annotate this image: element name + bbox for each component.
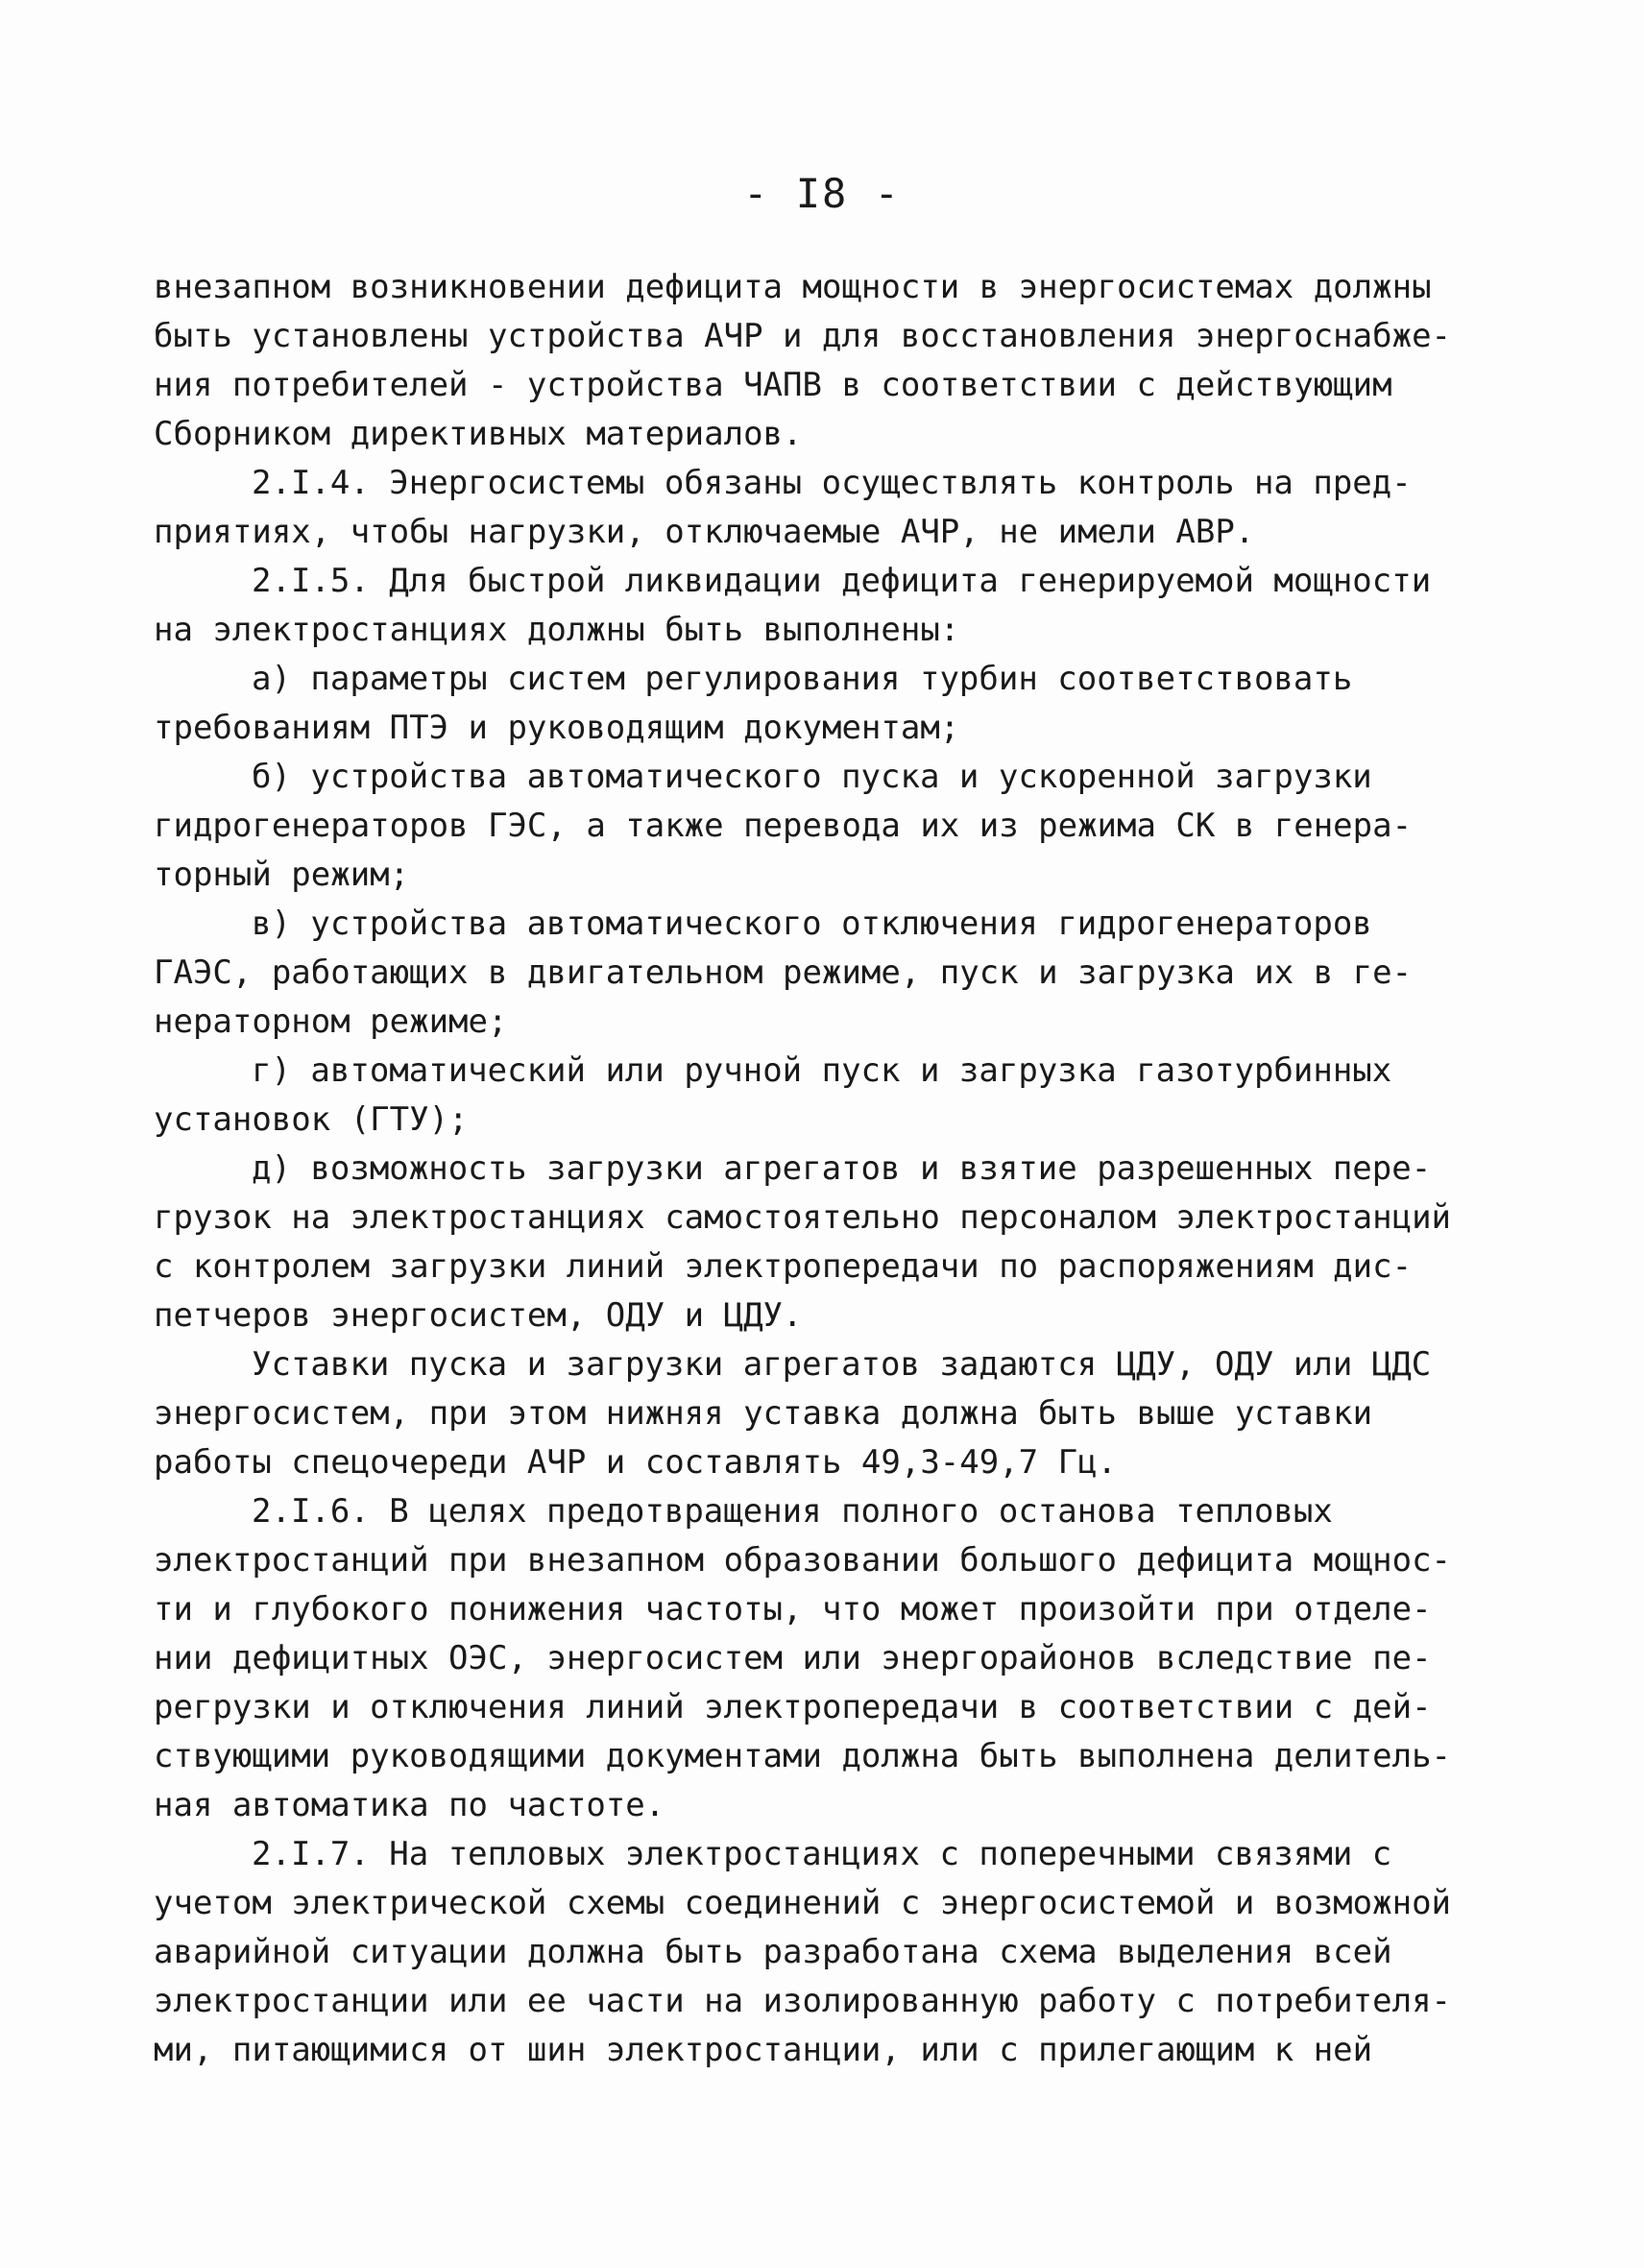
body-text xyxy=(154,263,1517,2075)
text-line: с контролем загрузки линий электропередачи по распоряжениям дис- xyxy=(154,1247,1413,1286)
text-line: грузок на электростанциях самостоятельно персоналом электростанций xyxy=(154,1198,1452,1237)
text-line: 2.I.7. На тепловых электростанциях с поперечными связями с xyxy=(252,1835,1392,1873)
text-line: внезапном возникновении дефицита мощности в энергосистемах должны xyxy=(154,268,1432,306)
text-line: ми, питающимися от шин электростанции, или с прилегающим к ней xyxy=(154,2031,1373,2069)
text-line: быть установлены устройства АЧР и для восстановления энергоснабже- xyxy=(154,317,1452,355)
text-line: учетом электрической схемы соединений с энергосистемой и возможной xyxy=(154,1884,1452,1922)
text-line: требованиям ПТЭ и руководящим документам; xyxy=(154,709,960,747)
text-line: ГАЭС, работающих в двигательном режиме, пуск и загрузка их в ге- xyxy=(154,953,1413,992)
text-line: 2.I.5. Для быстрой ликвидации дефицита генерируемой мощности xyxy=(252,562,1432,600)
text-line: ти и глубокого понижения частоты, что может произойти при отделе- xyxy=(154,1590,1432,1629)
text-line: Уставки пуска и загрузки агрегатов задаются ЦДУ, ОДУ или ЦДС xyxy=(252,1345,1432,1384)
text-line: г) автоматический или ручной пуск и загрузка газотурбинных xyxy=(252,1051,1392,1090)
text-line: электростанции или ее части на изолированную работу с потребителя- xyxy=(154,1982,1452,2020)
text-line: 2.I.6. В целях предотвращения полного останова тепловых xyxy=(252,1492,1333,1531)
text-line: ная автоматика по частоте. xyxy=(154,1786,665,1824)
text-line: торный режим; xyxy=(154,856,410,894)
text-line: приятиях, чтобы нагрузки, отключаемые АЧР, не имели АВР. xyxy=(154,513,1255,551)
text-line: нии дефицитных ОЭС, энергосистем или энергорайонов вследствие пе- xyxy=(154,1639,1432,1677)
text-line: на электростанциях должны быть выполнены: xyxy=(154,611,960,649)
text-line: нераторном режиме; xyxy=(154,1002,508,1041)
text-line: работы спецочереди АЧР и составлять 49,3-49,7 Гц. xyxy=(154,1443,1118,1482)
text-line: в) устройства автоматического отключения гидрогенераторов xyxy=(252,905,1372,943)
page-number: - I8 - xyxy=(743,170,901,217)
text-line: гидрогенераторов ГЭС, а также перевода их из режима СК в генера- xyxy=(154,807,1413,845)
text-line: ствующими руководящими документами должна быть выполнена делитель- xyxy=(154,1737,1452,1775)
text-line: а) параметры систем регулирования турбин соответствовать xyxy=(252,660,1353,698)
text-line: энергосистем, при этом нижняя уставка должна быть выше уставки xyxy=(154,1394,1373,1433)
text-line: д) возможность загрузки агрегатов и взятие разрешенных пере- xyxy=(252,1149,1432,1188)
text-line: регрузки и отключения линий электропередачи в соответствии с дей- xyxy=(154,1688,1432,1726)
text-line: аварийной ситуации должна быть разработана схема выделения всей xyxy=(154,1933,1392,1971)
text-line: 2.I.4. Энергосистемы обязаны осуществлять контроль на пред- xyxy=(252,464,1412,502)
text-line: электростанций при внезапном образовании большого дефицита мощнос- xyxy=(154,1541,1452,1580)
text-line: б) устройства автоматического пуска и ускоренной загрузки xyxy=(252,758,1372,796)
text-line: петчеров энергосистем, ОДУ и ЦДУ. xyxy=(154,1296,803,1335)
text-line: ния потребителей - устройства ЧАПВ в соответствии с действующим xyxy=(154,366,1392,404)
text-line: Сборником директивных материалов. xyxy=(154,415,803,453)
text-line: установок (ГТУ); xyxy=(154,1100,469,1139)
